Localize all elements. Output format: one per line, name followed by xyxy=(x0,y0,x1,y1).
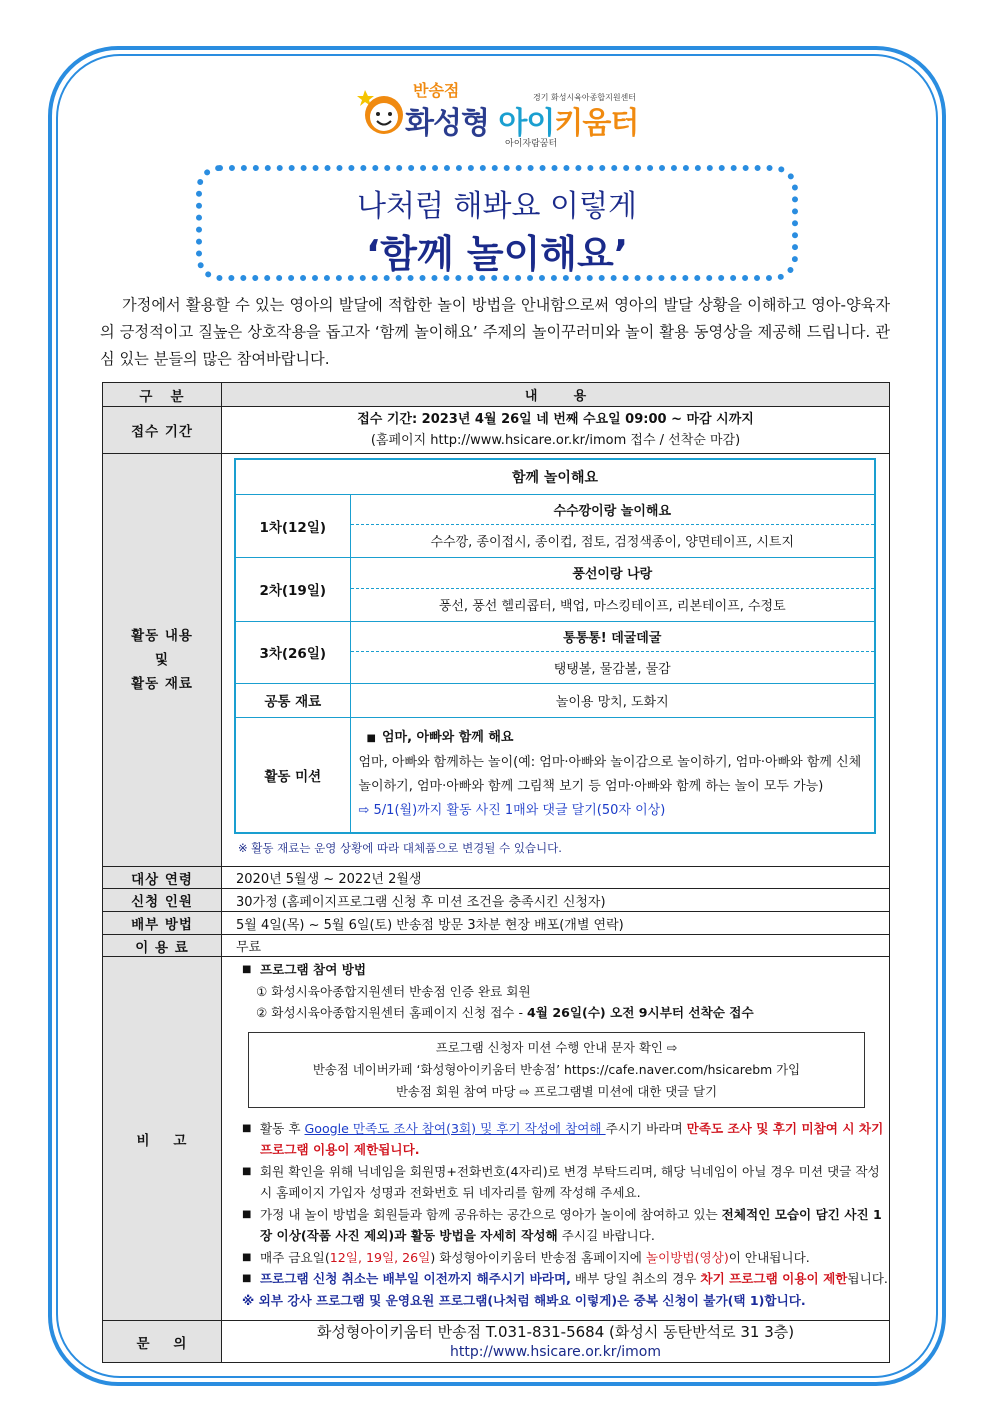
note-survey-c: 주시기 바라며 xyxy=(605,1120,687,1136)
note-weekly-e: 이 안내됩니다. xyxy=(728,1249,810,1265)
mission-heading xyxy=(359,726,867,751)
activity-content xyxy=(222,454,890,867)
activity-note: ※ 활동 재료는 운영 상황에 따라 대체품으로 변경될 수 있습니다. xyxy=(238,841,562,855)
header-col2: 내 용 xyxy=(222,383,890,407)
reception-value xyxy=(222,407,890,454)
note-cancel-b: 배부 당일 취소의 경우 xyxy=(570,1271,701,1286)
common-materials-label: 공통 재료 xyxy=(235,683,350,717)
box-line2-suffix: 가입 xyxy=(772,1061,801,1077)
note-survey-warning: 만족도 조사 및 후기 미참여 시 차기 프로그램 이용이 제한됩니다. xyxy=(260,1120,884,1157)
activity-label-line3: 활동 재료 xyxy=(131,676,193,692)
note-weekly-c: ) 화성형아이키움터 반송점 홈페이지에 xyxy=(430,1249,646,1265)
box-line3: 반송점 회원 참여 마당 ⇨ 프로그램별 미션에 대한 댓글 달기 xyxy=(395,1083,718,1099)
note-weekly xyxy=(242,1247,889,1269)
method-heading: ■ 프로그램 참여 방법 xyxy=(242,959,889,981)
fee-value: 무료 xyxy=(222,935,890,957)
fee-label: 이 용 료 xyxy=(103,935,222,957)
round3-label: 3차(26일) xyxy=(235,621,350,683)
method2-date: 4월 26일(수) 오전 9시부터 선착순 접수 xyxy=(527,1005,754,1020)
note-weekly-a: 매주 금요일( xyxy=(260,1249,330,1265)
note-duplicate: ※ 외부 강사 프로그램 및 운영요원 프로그램(나처럼 해봐요 이렇게)은 중복 신청이 불가(택 1)합니다. xyxy=(242,1292,806,1308)
reception-line2: (홈페이지 http://www.hsicare.or.kr/imom 접수 / 선착순 마감) xyxy=(370,433,741,448)
round3-materials: 탱탱볼, 물감볼, 물감 xyxy=(350,651,875,683)
distribution-label: 배부 방법 xyxy=(103,912,222,935)
remarks-label: 비 고 xyxy=(103,957,222,1321)
note-cancel xyxy=(242,1268,889,1290)
logo-name-part2: 아이 xyxy=(498,106,555,141)
child-face-icon xyxy=(357,84,407,136)
contact-row xyxy=(103,1321,890,1363)
round1-materials: 수수깡, 종이접시, 종이컵, 점토, 검정색종이, 양면테이프, 시트지 xyxy=(350,524,875,557)
note-photo xyxy=(242,1204,889,1247)
mission-guide-box xyxy=(248,1032,865,1108)
applicants-value: 30가정 (홈페이지프로그램 신청 후 미션 조건을 충족시킨 신청자) xyxy=(222,889,890,912)
round2-title: 풍선이랑 나랑 xyxy=(350,557,875,588)
square-bullet-icon: ■ xyxy=(366,733,376,745)
title-box xyxy=(196,165,798,281)
round3-title: 통통통! 데굴데굴 xyxy=(350,621,875,651)
round2-label: 2차(19일) xyxy=(235,557,350,621)
age-row xyxy=(103,867,890,889)
homepage-link[interactable]: http://www.hsicare.or.kr/imom xyxy=(449,1343,662,1360)
note-photo-b: 전체적인 모습이 담긴 사진 1장 이상(작품 사진 제외)과 활동 방법을 자세히 작성해 xyxy=(260,1206,882,1243)
contact-label: 문 의 xyxy=(103,1321,222,1363)
activity-label xyxy=(103,454,222,867)
mission-label: 활동 미션 xyxy=(235,717,350,833)
box-line1: 프로그램 신청자 미션 수행 안내 문자 확인 ⇨ xyxy=(435,1039,678,1055)
logo-name-part3: 키움터 xyxy=(554,106,639,141)
note-cancel-a: 프로그램 신청 취소는 배부일 이전까지 해주시기 바라며, xyxy=(260,1271,571,1286)
note-photo-a: 가정 내 놀이 방법을 회원들과 함께 공유하는 공간으로 영아가 놀이에 참여하고 있는 xyxy=(260,1206,722,1222)
note-nickname: ■ 회원 확인을 위해 닉네임을 회원명+전화번호(4자리)로 변경 부탁드리며, 해당 닉네임이 아닐 경우 미션 댓글 작성 시 홈페이지 가입자 성명과 전화번호 뒤 네자리를 함께 작성해 주세요. xyxy=(242,1161,889,1204)
note-weekly-video: 놀이방법(영상) xyxy=(645,1249,729,1265)
age-value: 2020년 5월생 ~ 2022년 2월생 xyxy=(222,867,890,889)
remarks-row xyxy=(103,957,890,1321)
title-line2: ‘함께 놀이해요’ xyxy=(365,232,629,276)
activity-row xyxy=(103,454,890,867)
reception-label: 접수 기간 xyxy=(103,407,222,454)
round1-label: 1차(12일) xyxy=(235,494,350,557)
info-table xyxy=(102,382,890,1363)
applicants-row xyxy=(103,889,890,912)
fee-row xyxy=(103,935,890,957)
round1-title: 수수깡이랑 놀이해요 xyxy=(350,494,875,524)
note-survey-a: 활동 후 xyxy=(260,1120,305,1136)
reception-line1: 접수 기간: 2023년 4월 26일 네 번째 수요일 09:00 ~ 마감 시까지 xyxy=(357,412,754,427)
logo-subtitle: 아이자람꿈터 xyxy=(505,139,558,149)
table-header-row xyxy=(103,383,890,407)
note-photo-c: 주시길 바랍니다. xyxy=(557,1228,655,1243)
note-cancel-c: 차기 프로그램 이용이 제한 xyxy=(700,1271,848,1286)
method1: ① 화성시육아종합지원센터 반송점 인증 완료 회원 xyxy=(256,983,531,999)
logo-center-name: 경기 화성시육아종합지원센터 xyxy=(533,93,637,102)
reception-row xyxy=(103,407,890,454)
mission-deadline: ⇨ 5/1(월)까지 활동 사진 1매와 댓글 달기(50자 이상) xyxy=(358,803,666,819)
distribution-value: 5월 4일(목) ~ 5월 6일(토) 반송점 방문 3차분 현장 배포(개별 연락) xyxy=(222,912,890,935)
common-materials-value: 놀이용 망치, 도화지 xyxy=(350,683,875,717)
logo xyxy=(355,72,645,152)
inner-title: 함께 놀이해요 xyxy=(235,459,875,494)
age-label: 대상 연령 xyxy=(103,867,222,889)
round2-materials: 풍선, 풍선 헬리콥터, 백업, 마스킹테이프, 리본테이프, 수정토 xyxy=(350,588,875,621)
intro-paragraph: 가정에서 활용할 수 있는 영아의 발달에 적합한 놀이 방법을 안내함으로써 영아의 발달 상황을 이해하고 영아-양육자의 긍정적이고 질높은 상호작용을 돕고자 ‘함께 놀이해요’ 주제의 놀이꾸러미와 놀이 활용 동영상을 제공해 드립니다. 관심 있는 분들의 많은 참여바랍니다. xyxy=(100,296,890,368)
survey-link[interactable]: Google 만족도 조사 참여(3회) 및 후기 작성에 참여해 xyxy=(304,1120,606,1136)
applicants-label: 신청 인원 xyxy=(103,889,222,912)
note-cancel-d: 됩니다. xyxy=(847,1271,888,1286)
mission-heading-text: 엄마, 아빠와 함께 해요 xyxy=(381,730,514,746)
note-weekly-dates: 12일, 19일, 26일 xyxy=(329,1249,431,1265)
mission-text: 엄마, 아빠와 함께하는 놀이(예: 엄마·아빠와 놀이감으로 놀이하기, 엄마·아빠와 함께 신체 놀이하기, 엄마·아빠와 함께 그림책 보기 등 엄마·아빠와 함께 하는 놀이 모두 가능) xyxy=(358,755,862,795)
activity-label-line1: 활동 내용 xyxy=(131,628,193,644)
distribution-row xyxy=(103,912,890,935)
mission-content xyxy=(350,717,875,833)
logo-branch: 반송점 xyxy=(413,81,460,100)
remarks-content xyxy=(222,957,890,1321)
header-col1: 구 분 xyxy=(103,383,222,407)
box-line2-text: 반송점 네이버카페 ‘화성형아이키움터 반송점’ xyxy=(312,1061,564,1077)
activity-inner-table xyxy=(234,458,876,834)
method2 xyxy=(242,1002,889,1024)
contact-value xyxy=(222,1321,890,1363)
logo-name-part1: 화성형 xyxy=(405,106,499,141)
method2-text: ② 화성시육아종합지원센터 홈페이지 신청 접수 - xyxy=(256,1005,527,1020)
activity-label-line2: 및 xyxy=(154,652,170,668)
cafe-link[interactable]: https://cafe.naver.com/hsicarebm xyxy=(563,1061,773,1077)
title-line1: 나처럼 해봐요 이렇게 xyxy=(357,189,637,224)
contact-line1: 화성형아이키움터 반송점 T.031-831-5684 (화성시 동탄반석로 31 3층) xyxy=(316,1322,795,1341)
note-survey xyxy=(242,1118,889,1161)
box-line2 xyxy=(249,1059,864,1081)
